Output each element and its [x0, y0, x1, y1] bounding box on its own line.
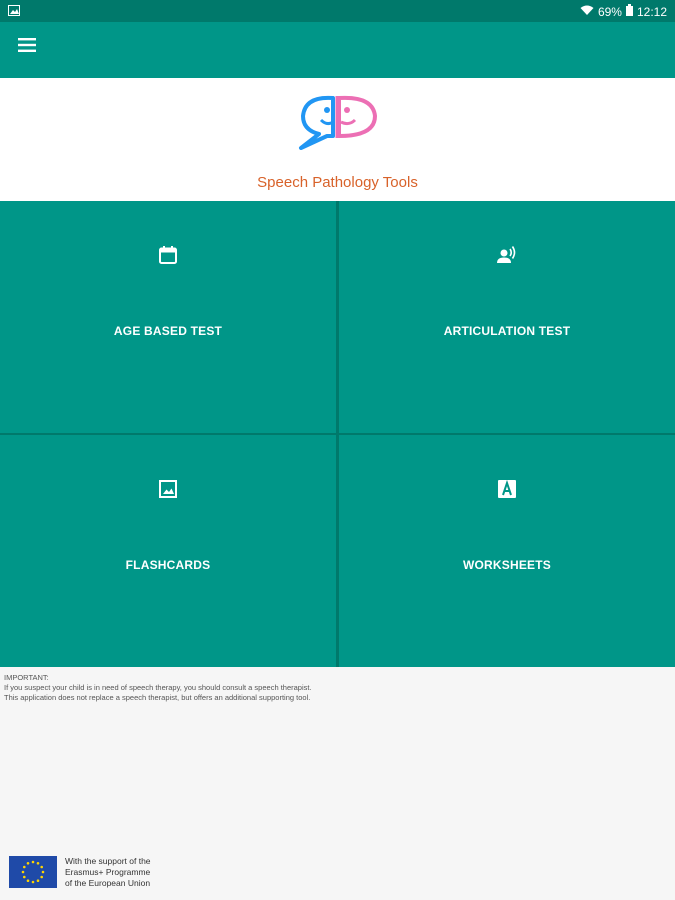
app-title: Speech Pathology Tools — [257, 174, 418, 191]
tile-label: FLASHCARDS — [125, 558, 211, 572]
notice-line: If you suspect your child is in need of speech therapy, you should consult a speech therapist. — [4, 683, 312, 692]
flashcards-tile[interactable] — [0, 435, 336, 667]
eu-text-line: With the support of the — [65, 856, 151, 866]
hamburger-menu-icon[interactable] — [18, 38, 46, 62]
important-notice — [4, 673, 664, 703]
eu-text-line: Erasmus+ Programme — [65, 867, 151, 877]
gallery-notification-icon — [8, 5, 20, 19]
worksheets-tile[interactable] — [339, 435, 675, 667]
speaker-person-icon — [497, 245, 517, 265]
eu-text-line: of the European Union — [65, 878, 151, 888]
menu-grid — [0, 201, 675, 667]
app-logo — [295, 92, 380, 152]
notice-line: This application does not replace a speech therapist, but offers an additional supporting tool. — [4, 693, 311, 702]
image-icon — [158, 479, 178, 499]
tile-label: AGE BASED TEST — [113, 324, 223, 338]
clock: 12:12 — [636, 4, 667, 19]
letter-a-icon — [497, 479, 517, 499]
calendar-icon — [158, 245, 178, 265]
tile-label: WORKSHEETS — [462, 558, 551, 572]
articulation-test-tile[interactable] — [339, 201, 675, 433]
eu-support-text — [65, 856, 151, 889]
battery-percent: 69% — [597, 4, 622, 19]
app-header — [0, 78, 675, 201]
age-based-test-tile[interactable] — [0, 201, 336, 433]
status-bar — [0, 0, 675, 22]
wifi-icon — [580, 5, 594, 19]
tile-label: ARTICULATION TEST — [443, 324, 571, 338]
battery-icon — [626, 4, 633, 19]
app-bar — [0, 22, 675, 78]
notice-heading: IMPORTANT: — [4, 673, 49, 682]
eu-support-footer — [9, 856, 151, 889]
eu-flag-icon — [9, 856, 57, 888]
